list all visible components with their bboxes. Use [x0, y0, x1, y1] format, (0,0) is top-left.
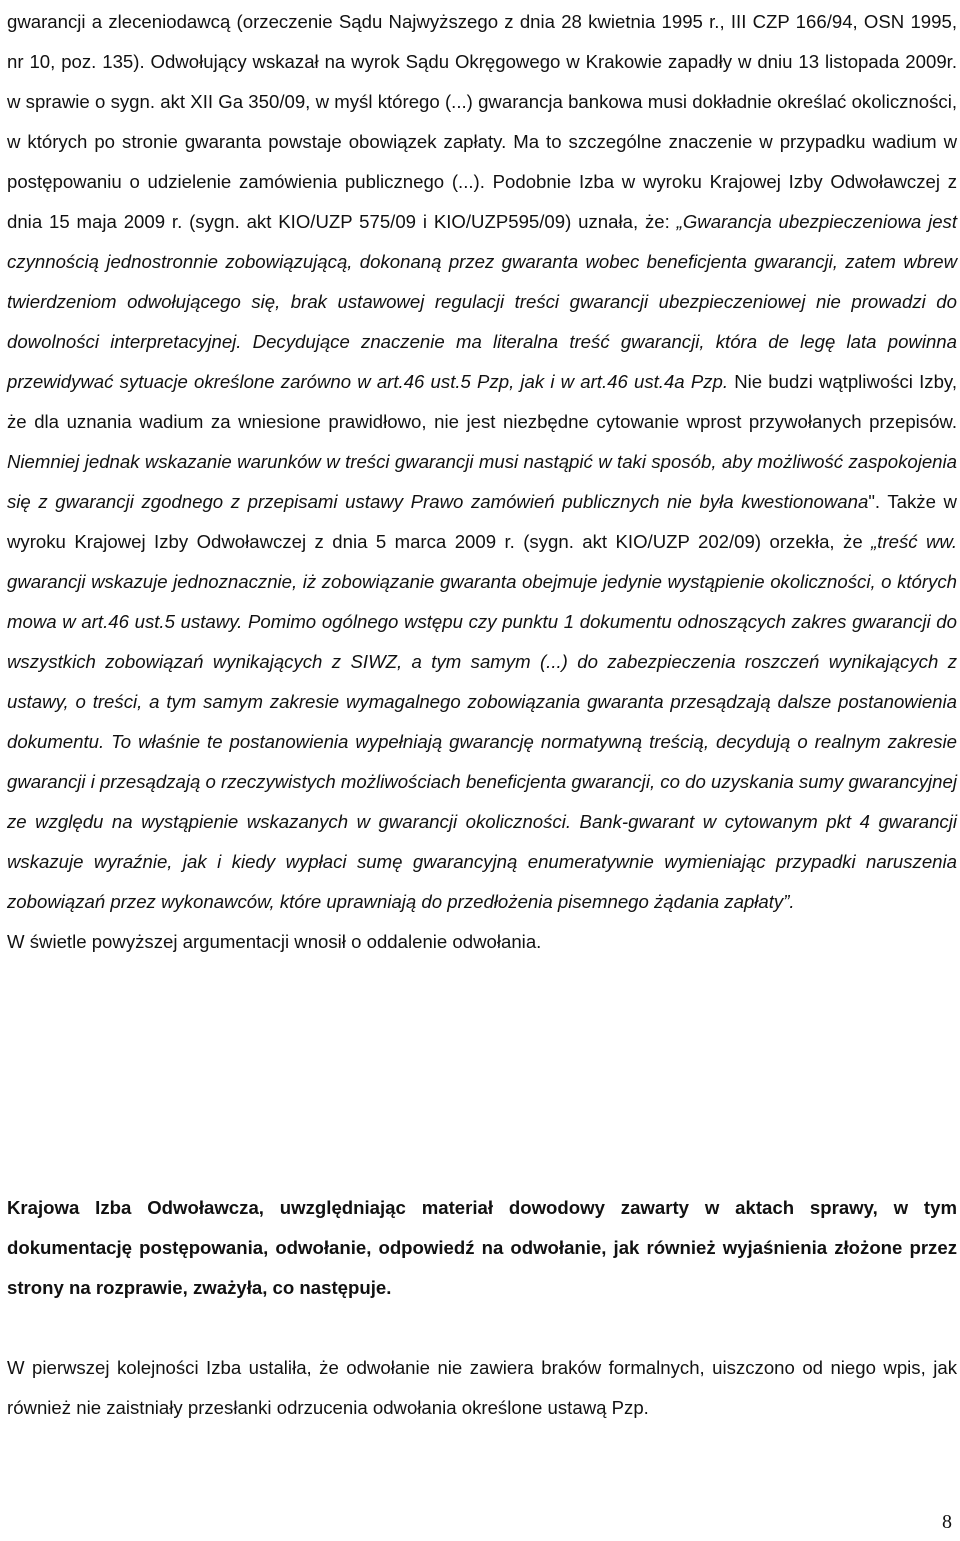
chamber-considerations-block — [7, 1188, 957, 1308]
quoted-judgment-segment-3: „treść ww. gwarancji wskazuje jednoznacznie, iż zobowiązanie gwaranta obejmuje jedynie wystąpienie okoliczności, o których mowa w art.46 ust.5 ustawy. Pomimo ogólnego wstępu czy punktu 1 dokumentu odnoszących zakres gwarancji do wszystkich zobowiązań wynikających z SIWZ, a tym samym (...) do zabezpieczenia roszczeń wynikających z ustawy, o treści, a tym samym zakresie wymagalnego zobowiązania gwaranta przesądzają dalsze postanowienia dokumentu. To właśnie te postanowienia wypełniają gwarancję normatywną treścią, decydują o realnym zakresie gwarancji i przesądzają o rzeczywistych możliwościach beneficjenta gwarancji, co do uzyskania sumy gwarancyjnej ze względu na wystąpienie wskazanych w gwarancji okoliczności. Bank-gwarant w cytowanym pkt 4 gwarancji wskazuje wyraźnie, jak i kiedy wypłaci sumę gwarancyjną enumeratywnie wymieniając przypadki naruszenia zobowiązań przez wykonawców, które uprawniają do przedłożenia pisemnego żądania zapłaty”. — [7, 531, 957, 912]
paragraph-text-segment-3: ". Także w wyroku Krajowej Izby Odwoławczej z dnia 5 marca 2009 r. (sygn. akt KIO/UZP 202/09) orzekła, że — [7, 491, 957, 552]
quoted-judgment-segment-1: „Gwarancja ubezpieczeniowa jest czynnością jednostronnie zobowiązującą, dokonaną przez gwaranta wobec beneficjenta gwarancji, zatem wbrew twierdzeniom odwołującego się, brak ustawowej regulacji treści gwarancji ubezpieczeniowej nie prowadzi do dowolności interpretacyjnej. Decydujące znaczenie ma literalna treść gwarancji, która de legę lata powinna przewidywać sytuacje określone zarówno w art.46 ust.5 Pzp, jak i w art.46 ust.4a Pzp. — [7, 211, 957, 392]
legal-argument-paragraph — [7, 2, 957, 922]
paragraph-text-segment-1: gwarancji a zleceniodawcą (orzeczenie Sądu Najwyższego z dnia 28 kwietnia 1995 r., III CZP 166/94, OSN 1995, nr 10, poz. 135). Odwołujący wskazał na wyrok Sądu Okręgowego w Krakowie zapadły w dniu 13 listopada 2009r. w sprawie o sygn. akt XII Ga 350/09, w myśl którego (...) gwarancja bankowa musi dokładnie określać okoliczności, w których po stronie gwaranta powstaje obowiązek zapłaty. Ma to szczególne znaczenie w przypadku wadium w postępowaniu o udzielenie zamówienia publicznego (...). Podobnie Izba w wyroku Krajowej Izby Odwoławczej z dnia 15 maja 2009 r. (sygn. akt KIO/UZP 575/09 i KIO/UZP595/09) uznała, że: — [7, 11, 957, 232]
chamber-considerations-paragraph: Krajowa Izba Odwoławcza, uwzględniając materiał dowodowy zawarty w aktach sprawy, w tym dokumentację postępowania, odwołanie, odpowiedź na odwołanie, jak również wyjaśnienia złożone przez strony na rozprawie, zważyła, co następuje. — [7, 1197, 957, 1298]
formal-findings-block — [7, 1348, 957, 1428]
formal-findings-paragraph: W pierwszej kolejności Izba ustaliła, że odwołanie nie zawiera braków formalnych, uiszczono od niego wpis, jak również nie zaistniały przesłanki odrzucenia odwołania określone ustawą Pzp. — [7, 1357, 957, 1418]
main-text-block — [7, 2, 957, 962]
conclusion-request-paragraph: W świetle powyższej argumentacji wnosił o oddalenie odwołania. — [7, 931, 542, 952]
page-number: 8 — [942, 1511, 952, 1533]
paragraph-text-segment-2: Nie budzi wątpliwości Izby, że dla uznania wadium za wniesione prawidłowo, nie jest niezbędne cytowanie wprost przywołanych przepisów. — [7, 371, 957, 432]
quoted-judgment-segment-2: Niemniej jednak wskazanie warunków w treści gwarancji musi nastąpić w taki sposób, aby możliwość zaspokojenia się z gwarancji zgodnego z przepisami ustawy Prawo zamówień publicznych nie była kwestionowana — [7, 451, 957, 512]
